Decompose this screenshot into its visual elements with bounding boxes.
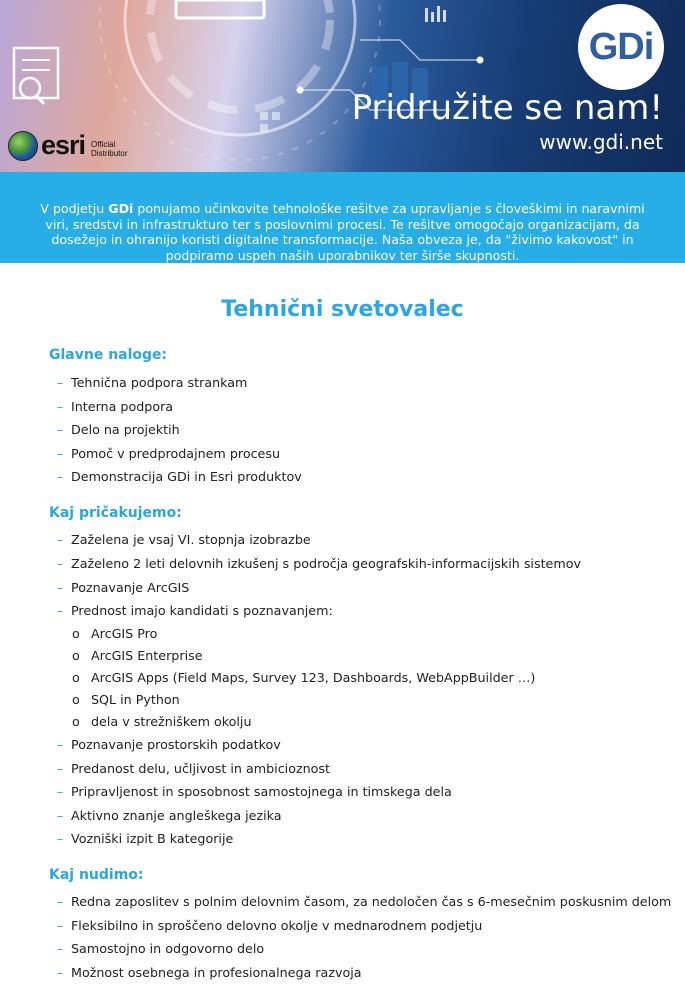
list-item-text: Fleksibilno in sproščeno delovno okolje v mednarodnem podjetju bbox=[71, 918, 483, 933]
task-item bbox=[57, 422, 180, 437]
sub-list-item bbox=[72, 714, 252, 729]
list-item-text: Zaželeno 2 leti delovnih izkušenj s področja geografskih-informacijskih sistemov bbox=[71, 556, 581, 571]
list-item-text: Poznavanje prostorskih podatkov bbox=[71, 737, 281, 752]
esri-sub-line2: Distributor bbox=[91, 148, 128, 158]
circle-bullet: o bbox=[72, 648, 80, 663]
sub-list-item bbox=[72, 626, 157, 641]
esri-sub-line1: Official bbox=[91, 139, 116, 149]
circle-bullet: o bbox=[72, 626, 80, 641]
headline: Pridružite se nam! bbox=[351, 88, 663, 128]
dash-bullet: – bbox=[57, 603, 64, 618]
list-item-text: Tehnična podpora strankam bbox=[71, 375, 248, 390]
globe-icon bbox=[8, 131, 38, 161]
dash-bullet: – bbox=[57, 469, 64, 484]
sub-list-item-text: ArcGIS Enterprise bbox=[91, 648, 203, 663]
intro-part1: V podjetju bbox=[40, 201, 109, 216]
dash-bullet: – bbox=[57, 918, 64, 933]
intro-part2: ponujamo učinkovite tehnološke rešitve za upravljanje s človeškimi in naravnimi viri, sredstvi in infrastrukturo ter s poslovnimi procesi. Te rešitve omogočajo organizacijam, da dosežejo in ohranijo koristi digitalne transformacije. Naša obveza je, da "živimo kakovost" in podpiramo uspeh naših uporabnikov ter širše skupnosti. bbox=[45, 201, 645, 263]
dash-bullet: – bbox=[57, 422, 64, 437]
offer-item bbox=[57, 894, 671, 909]
list-item-text: Delo na projektih bbox=[71, 422, 180, 437]
dash-bullet: – bbox=[57, 375, 64, 390]
requirement-item bbox=[57, 808, 282, 823]
list-item-text: Interna podpora bbox=[71, 399, 174, 414]
sub-list-item bbox=[72, 648, 203, 663]
list-item-text: Redna zaposlitev s polnim delovnim časom, za nedoločen čas s 6-mesečnim poskusnim delom bbox=[71, 894, 672, 909]
offer-item bbox=[57, 941, 264, 956]
circle-bullet: o bbox=[72, 714, 80, 729]
website-url[interactable]: www.gdi.net bbox=[539, 130, 663, 154]
sub-list-item-text: dela v strežniškem okolju bbox=[91, 714, 252, 729]
esri-wordmark: esri bbox=[41, 130, 86, 160]
circle-bullet: o bbox=[72, 692, 80, 707]
sub-list-item-text: ArcGIS Apps (Field Maps, Survey 123, Dashboards, WebAppBuilder …) bbox=[91, 670, 536, 685]
requirement-item bbox=[57, 603, 333, 618]
dash-bullet: – bbox=[57, 399, 64, 414]
task-item bbox=[57, 446, 280, 461]
dash-bullet: – bbox=[57, 446, 64, 461]
dash-bullet: – bbox=[57, 965, 64, 980]
gdi-logo: GDi bbox=[578, 4, 664, 90]
dash-bullet: – bbox=[57, 532, 64, 547]
dash-bullet: – bbox=[57, 761, 64, 776]
intro-company: GDi bbox=[108, 201, 134, 216]
intro-text bbox=[0, 172, 685, 263]
dash-bullet: – bbox=[57, 941, 64, 956]
offer-item bbox=[57, 965, 362, 980]
requirement-item bbox=[57, 532, 311, 547]
dash-bullet: – bbox=[57, 784, 64, 799]
task-item bbox=[57, 469, 302, 484]
list-item-text: Predanost delu, učljivost in ambicioznost bbox=[71, 761, 331, 776]
list-item-text: Vozniški izpit B kategorije bbox=[71, 831, 234, 846]
section-heading-expect: Kaj pričakujemo: bbox=[49, 505, 182, 521]
requirement-item bbox=[57, 784, 452, 799]
requirement-item bbox=[57, 761, 330, 776]
dash-bullet: – bbox=[57, 894, 64, 909]
dash-bullet: – bbox=[57, 831, 64, 846]
offer-item bbox=[57, 918, 482, 933]
esri-logo bbox=[8, 130, 128, 161]
list-item-text: Možnost osebnega in profesionalnega razvoja bbox=[71, 965, 362, 980]
dash-bullet: – bbox=[57, 808, 64, 823]
section-heading-offer: Kaj nudimo: bbox=[49, 867, 144, 883]
circle-bullet: o bbox=[72, 670, 80, 685]
header-banner bbox=[0, 0, 685, 172]
requirement-item bbox=[57, 556, 581, 571]
list-item-text: Pomoč v predprodajnem procesu bbox=[71, 446, 281, 461]
requirement-item bbox=[57, 737, 281, 752]
requirement-item bbox=[57, 580, 189, 595]
section-heading-tasks: Glavne naloge: bbox=[49, 347, 168, 363]
task-item bbox=[57, 399, 173, 414]
sub-list-item bbox=[72, 692, 180, 707]
list-item-text: Poznavanje ArcGIS bbox=[71, 580, 190, 595]
task-item bbox=[57, 375, 247, 390]
list-item-text: Prednost imajo kandidati s poznavanjem: bbox=[71, 603, 333, 618]
dash-bullet: – bbox=[57, 737, 64, 752]
list-item-text: Samostojno in odgovorno delo bbox=[71, 941, 265, 956]
sub-list-item-text: ArcGIS Pro bbox=[91, 626, 158, 641]
esri-official-distributor bbox=[91, 140, 127, 158]
list-item-text: Pripravljenost in sposobnost samostojnega in timskega dela bbox=[71, 784, 452, 799]
sub-list-item-text: SQL in Python bbox=[91, 692, 180, 707]
page-title: Tehnični svetovalec bbox=[221, 297, 464, 322]
sub-list-item bbox=[72, 670, 535, 685]
dash-bullet: – bbox=[57, 556, 64, 571]
dash-bullet: – bbox=[57, 580, 64, 595]
list-item-text: Demonstracija GDi in Esri produktov bbox=[71, 469, 302, 484]
list-item-text: Zaželena je vsaj VI. stopnja izobrazbe bbox=[71, 532, 311, 547]
requirement-item bbox=[57, 831, 233, 846]
list-item-text: Aktivno znanje angleškega jezika bbox=[71, 808, 282, 823]
